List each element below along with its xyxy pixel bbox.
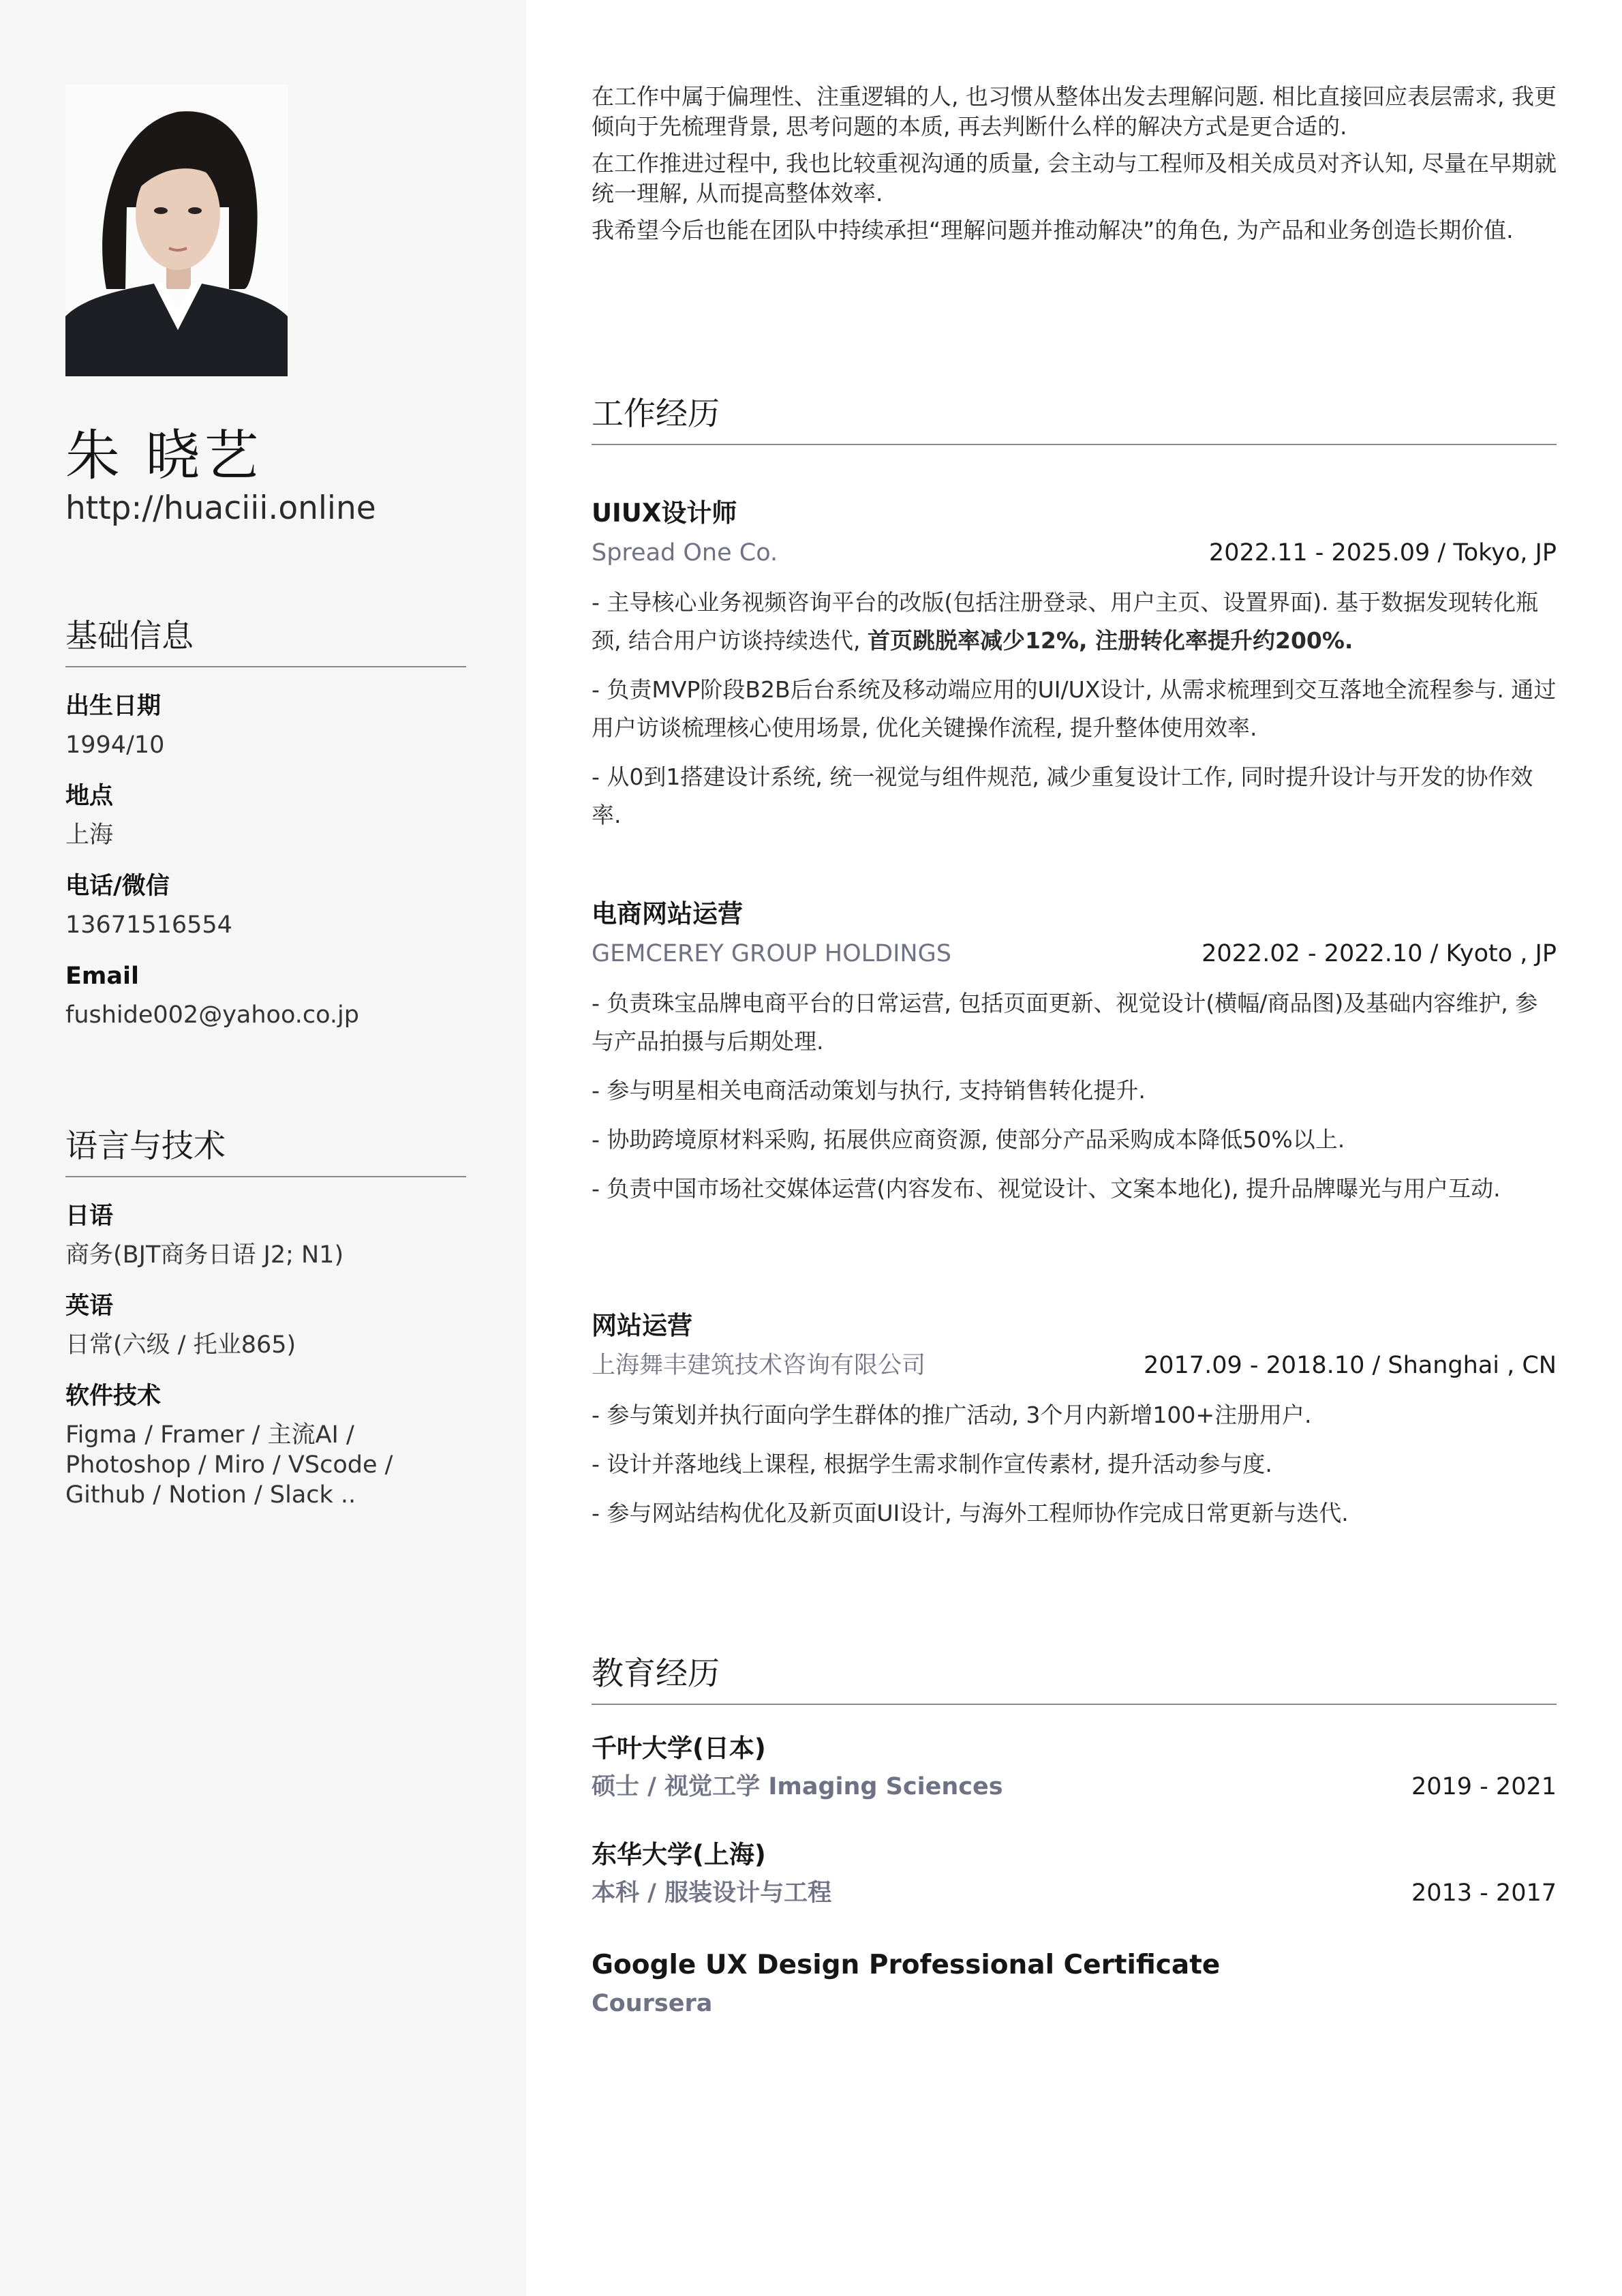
work-section: [592, 389, 1557, 1616]
basic-info-section: [65, 611, 466, 1030]
field-value: 上海: [65, 821, 114, 849]
school-name: 千叶大学(日本): [592, 1734, 766, 1763]
degree: 本科 / 服装设计与工程: [592, 1879, 832, 1907]
email-link[interactable]: fushide002@yahoo.co.jp: [65, 1001, 359, 1029]
field-value: 13671516554: [65, 911, 232, 939]
job-bullet: - 参与网站结构优化及新页面UI设计, 与海外工程师协作完成日常更新与迭代.: [592, 1500, 1349, 1526]
field-label: Email: [65, 963, 139, 990]
certificate-issuer: Coursera: [592, 1990, 713, 2017]
degree: 硕士 / 视觉工学 Imaging Sciences: [592, 1773, 1003, 1800]
school-name: 东华大学(上海): [592, 1840, 766, 1869]
job-role: 网站运营: [592, 1311, 692, 1340]
education-entry: [592, 1838, 1557, 1909]
english-field: [65, 1290, 466, 1360]
bullet-highlight: 首页跳脱率减少12%, 注册转化率提升约200%.: [867, 627, 1353, 654]
intro-paragraph: 我希望今后也能在团队中持续承担“理解问题并推动解决”的角色, 为产品和业务创造长期价值.: [592, 217, 1514, 243]
field-value: 商务(BJT商务日语 J2; N1): [65, 1241, 344, 1269]
job-company: Spread One Co.: [592, 539, 778, 567]
japanese-field: [65, 1200, 466, 1270]
job-bullet: - 负责中国市场社交媒体运营(内容发布、视觉设计、文案本地化), 提升品牌曝光与用户互动.: [592, 1175, 1501, 1202]
job-date: 2022.02 - 2022.10 / Kyoto , JP: [1202, 940, 1557, 967]
job-company: GEMCEREY GROUP HOLDINGS: [592, 940, 951, 967]
software-field: [65, 1380, 466, 1510]
skills-section: [65, 1121, 466, 1510]
field-label: 日语: [65, 1203, 114, 1230]
education-entry: [592, 1732, 1557, 1802]
job-bullet: - 设计并落地线上课程, 根据学生需求制作宣传素材, 提升活动参与度.: [592, 1451, 1272, 1477]
job-role: UIUX设计师: [592, 498, 737, 528]
field-label: 软件技术: [65, 1383, 162, 1410]
profile-url-link[interactable]: http://huaciii.online: [65, 489, 376, 527]
job-date: 2022.11 - 2025.09 / Tokyo, JP: [1208, 539, 1557, 567]
field-value: 1994/10: [65, 731, 165, 759]
intro-section: [592, 82, 1557, 252]
job-entry: [592, 496, 1557, 845]
skills-title: 语言与技术: [65, 1121, 466, 1177]
job-bullet: - 负责珠宝品牌电商平台的日常运营, 包括页面更新、视觉设计(横幅/商品图)及基础内容维护, 参与产品拍摄与后期处理.: [592, 990, 1538, 1055]
profile-photo: [65, 85, 288, 376]
job-bullet: [592, 584, 1557, 660]
intro-paragraph: 在工作中属于偏理性、注重逻辑的人, 也习惯从整体出发去理解问题. 相比直接回应表层需求, 我更倾向于先梳理背景, 思考问题的本质, 再去判断什么样的解决方式是更合适的.: [592, 83, 1557, 140]
certificate-name: Google UX Design Professional Certificate: [592, 1950, 1221, 1980]
profile-name: 朱 晓艺: [65, 424, 263, 487]
basic-info-title: 基础信息: [65, 611, 466, 667]
field-label: 地点: [65, 783, 114, 810]
job-bullet: - 协助跨境原材料采购, 拓展供应商资源, 使部分产品采购成本降低50%以上.: [592, 1126, 1345, 1153]
job-bullet: - 参与策划并执行面向学生群体的推广活动, 3个月内新增100+注册用户.: [592, 1402, 1312, 1428]
email-field: [65, 961, 466, 1030]
education-title: 教育经历: [592, 1648, 1557, 1705]
field-value: 日常(六级 / 托业865): [65, 1331, 296, 1359]
job-entry: [592, 1309, 1557, 1543]
certificate-entry: [592, 1948, 1557, 2019]
job-bullet: - 从0到1搭建设计系统, 统一视觉与组件规范, 减少重复设计工作, 同时提升设计与开发的协作效率.: [592, 764, 1533, 828]
job-date: 2017.09 - 2018.10 / Shanghai , CN: [1144, 1352, 1557, 1379]
job-role: 电商网站运营: [592, 899, 743, 928]
job-entry: [592, 897, 1557, 1219]
bullet-text: - 主导核心业务视频咨询平台的改版(包括注册登录、用户主页、设置界面). 基于数据发现转化瓶颈, 结合用户访谈持续迭代,: [592, 589, 1539, 654]
field-label: 电话/微信: [65, 873, 170, 900]
job-company: 上海舞丰建筑技术咨询有限公司: [592, 1352, 926, 1379]
education-section: [592, 1648, 1557, 2030]
field-label: 出生日期: [65, 693, 162, 720]
job-bullet: - 负责MVP阶段B2B后台系统及移动端应用的UI/UX设计, 从需求梳理到交互落地全流程参与. 通过用户访谈梳理核心使用场景, 优化关键操作流程, 提升整体使用效率.: [592, 676, 1557, 741]
job-bullet: - 参与明星相关电商活动策划与执行, 支持销售转化提升.: [592, 1077, 1146, 1104]
sidebar: [0, 0, 526, 2296]
intro-paragraph: 在工作推进过程中, 我也比较重视沟通的质量, 会主动与工程师及相关成员对齐认知, 尽量在早期就统一理解, 从而提高整体效率.: [592, 150, 1557, 207]
field-value: Figma / Framer / 主流AI / Photoshop / Miro / VScode / Github / Notion / Slack ..: [65, 1421, 393, 1509]
birth-field: [65, 691, 466, 760]
field-label: 英语: [65, 1293, 114, 1320]
location-field: [65, 781, 466, 850]
years: 2013 - 2017: [1411, 1879, 1557, 1907]
phone-field: [65, 871, 466, 940]
years: 2019 - 2021: [1411, 1773, 1557, 1800]
work-title: 工作经历: [592, 389, 1557, 445]
